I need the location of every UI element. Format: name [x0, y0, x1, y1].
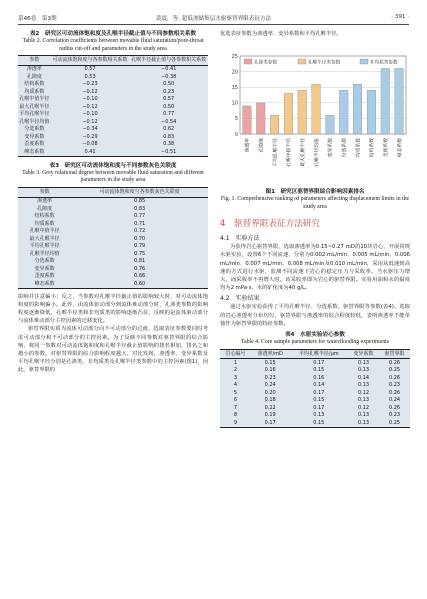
page-number: · 391 · — [391, 14, 409, 20]
table-cell: 0.72 — [71, 228, 208, 236]
table-cell: 8 — [220, 412, 251, 420]
table-cell: 7 — [220, 404, 251, 412]
page-header — [18, 12, 409, 25]
table-cell: 0.77 — [71, 213, 208, 221]
body-paragraph: 通过水驱实验获得了平均孔喉半径、分选系数、驱替界限等参数(表4)。选取的岩心渗透率分布均匀，驱替界限与渗透率的拟合程度较低，表明渗透率不能单独作为驱替界限的特征参数。 — [220, 304, 410, 327]
table-cell: 0.50 — [129, 81, 208, 89]
table-cell: 0.13 — [348, 382, 379, 390]
table-cell: 0.57 — [129, 96, 208, 104]
table4-caption-en: Table 4. Core sample parameters for waterflooding experiments — [240, 339, 389, 346]
column-header: 变异系数 — [348, 349, 379, 359]
figure1-caption-en: Fig. 1. Comprehensive ranking of parameters affecting displacement limits in the study area — [220, 196, 410, 210]
table-cell: 平均孔喉半径 — [18, 243, 71, 251]
table4-caption-cn: 表4 水驱实验岩心参数 — [285, 332, 345, 339]
table-cell: 0.18 — [251, 397, 290, 405]
table-cell: −0.41 — [129, 65, 208, 73]
table-cell: 0.17 — [251, 419, 290, 427]
table-cell: 孔喉半径均值 — [18, 250, 71, 258]
table-row — [220, 412, 410, 420]
table-cell: −0.08 — [51, 141, 130, 149]
table-row — [18, 65, 208, 73]
table-row — [18, 197, 208, 205]
table-cell: 孔隙度 — [18, 73, 51, 81]
bar — [284, 94, 293, 135]
table-cell: 0.23 — [379, 412, 410, 420]
table-cell: 0.15 — [289, 367, 348, 375]
bar — [256, 103, 265, 134]
table-cell: 分选系数 — [18, 258, 71, 266]
bar — [298, 91, 307, 135]
table-row — [220, 359, 410, 367]
table-row — [18, 148, 208, 156]
left-column — [18, 30, 208, 375]
table-cell: 0.79 — [71, 243, 208, 251]
table-row — [18, 96, 208, 104]
subsection-heading: 4.1 实验方法 — [220, 235, 260, 243]
table-cell: 最大孔喉半径 — [19, 103, 50, 110]
x-tick-label: 渗透率 — [245, 138, 251, 153]
x-tick-label: 孔喉半径均值 — [314, 138, 320, 167]
column-header: 参数 — [18, 56, 51, 66]
table3 — [18, 187, 208, 289]
table-cell: 0.15 — [289, 419, 348, 427]
table-cell: 0.38 — [129, 141, 208, 149]
table-cell: −0.51 — [129, 148, 208, 156]
table-cell: 0.14 — [348, 374, 379, 382]
bar — [312, 84, 321, 134]
bar-chart — [220, 38, 410, 188]
table-row — [220, 389, 410, 397]
table-cell: 3 — [220, 374, 251, 382]
table-cell: 0.19 — [251, 412, 290, 420]
table-row — [220, 397, 410, 405]
table-cell: 0.13 — [348, 419, 379, 427]
body-paragraph: 优选表征参数为渗透率、变异系数和平均孔喉半径。 — [220, 31, 342, 37]
table2-caption-en: Table 2. Correlation coefficients between movable fluid saturation/pore-throat radius cut-off and parameters in the study area — [22, 38, 204, 52]
legend-label: 孔喉半径类参数 — [308, 60, 341, 66]
table-cell: 0.53 — [51, 73, 130, 81]
table-row — [220, 404, 410, 412]
x-tick-label: 孔隙度 — [259, 138, 265, 153]
table-row — [18, 220, 208, 228]
y-tick-label: 25 — [231, 54, 238, 61]
table-cell: 0.17 — [289, 359, 348, 367]
table-cell: 0.26 — [379, 404, 410, 412]
table-cell: 歪度系数 — [18, 273, 71, 281]
legend-swatch — [298, 59, 306, 64]
table-cell: 渗透率 — [18, 65, 51, 73]
table-cell: −0.38 — [129, 73, 208, 81]
table-row — [220, 374, 410, 382]
table-cell: −0.10 — [51, 96, 130, 104]
legend-label: 非均质类参数 — [370, 60, 398, 66]
table-cell: 5 — [220, 389, 251, 397]
column-header: 驱替界限 — [379, 349, 410, 359]
table-cell: 6 — [220, 397, 251, 405]
table-row — [18, 118, 208, 126]
x-tick-label: 平均孔喉半径 — [273, 138, 279, 167]
table-cell: 0.13 — [348, 397, 379, 405]
table-cell: −0.12 — [51, 118, 130, 126]
table-row — [18, 205, 208, 213]
table-cell: 0.26 — [379, 359, 410, 367]
table-cell: 0.70 — [71, 235, 208, 243]
column-header: 平均孔喉半径/μm — [289, 349, 348, 359]
table-cell: −0.12 — [51, 88, 130, 96]
table-cell: 分选系数 — [18, 126, 51, 134]
table-cell: 0.17 — [289, 389, 348, 397]
table-cell: 均质系数 — [18, 220, 71, 228]
table-cell: 0.24 — [251, 382, 290, 390]
table-cell: 0.76 — [71, 265, 208, 273]
table-cell: 1 — [220, 359, 251, 367]
table-row — [18, 133, 208, 141]
table-cell: 均质系数 — [18, 88, 51, 96]
bar — [367, 91, 376, 135]
table-cell: 歪度系数 — [18, 141, 51, 149]
y-tick-label: 20 — [231, 69, 238, 76]
table-cell: −0.12 — [51, 103, 130, 111]
table-cell: 平均孔喉半径 — [19, 111, 50, 118]
table-row — [18, 258, 208, 266]
journal-volume: 第46卷 第3期 — [18, 16, 57, 22]
legend-swatch — [360, 59, 368, 64]
bar — [243, 106, 252, 134]
table-cell: 2 — [220, 367, 251, 375]
table-cell: 0.13 — [348, 359, 379, 367]
table4 — [220, 349, 410, 428]
table2-caption-cn: 表2 研究区可动流体饱和度及孔喉半径截止值与不同参数相关系数 — [29, 31, 197, 37]
table-cell: 孔喉中值半径 — [18, 228, 71, 236]
table-cell: −0.54 — [129, 118, 208, 126]
table-cell: 变异系数 — [18, 265, 71, 273]
bar — [381, 69, 390, 135]
table-cell: 0.20 — [251, 389, 290, 397]
y-tick-label: 10 — [231, 100, 238, 107]
x-tick-label: 结构系数 — [370, 138, 376, 158]
column-header: 孔喉半径截止值与各参数相关系数 — [131, 57, 207, 64]
table-cell: 0.25 — [379, 419, 410, 427]
table-row — [18, 228, 208, 236]
column-header: 可动流体饱和度与各参数灰色关联度 — [71, 187, 208, 197]
table-cell: 0.71 — [71, 220, 208, 228]
table-row — [18, 126, 208, 134]
table-cell: 0.16 — [289, 374, 348, 382]
running-title: 裴震，等: 超低渗储集层水驱驱替界限表征方法 — [155, 16, 272, 22]
table-cell: 0.25 — [379, 367, 410, 375]
table-cell: 0.62 — [129, 126, 208, 134]
table-cell: 孔喉半径均值 — [19, 118, 50, 125]
table-cell: 0.26 — [379, 374, 410, 382]
table2 — [18, 55, 208, 157]
table-cell: 9 — [220, 419, 251, 427]
table-row — [220, 367, 410, 375]
legend-label: 孔渗类参数 — [254, 60, 277, 66]
table-cell: 渗透率 — [18, 197, 71, 205]
legend-swatch — [244, 59, 252, 64]
table-row — [220, 419, 410, 427]
table-cell: 0.85 — [71, 197, 208, 205]
table-cell: 0.75 — [71, 250, 208, 258]
table-cell: 0.23 — [251, 374, 290, 382]
table-cell: −0.34 — [51, 126, 130, 134]
table-row — [18, 103, 208, 111]
x-tick-label: 峰态系数 — [397, 138, 403, 158]
table-cell: 孔隙度 — [18, 205, 71, 213]
table-row — [18, 213, 208, 221]
section-heading: 4 驱替界限表征方法研究 — [220, 219, 320, 230]
column-header: 参数 — [18, 187, 71, 197]
table-cell: 最大孔喉半径 — [18, 235, 71, 243]
table-cell: 0.66 — [71, 273, 208, 281]
bar — [326, 115, 335, 134]
table-cell: 0.60 — [71, 280, 208, 288]
table-row — [18, 243, 208, 251]
table-cell: 变异系数 — [18, 133, 51, 141]
table-row — [18, 265, 208, 273]
table-cell: 结构系数 — [18, 213, 71, 221]
table-cell: 0.83 — [71, 205, 208, 213]
table-cell: −0.29 — [51, 133, 130, 141]
bar — [339, 91, 348, 135]
x-tick-label: 最大孔喉半径 — [300, 138, 306, 167]
table-cell: 0.14 — [289, 382, 348, 390]
bar — [270, 115, 279, 134]
table-row — [18, 73, 208, 81]
y-tick-label: 15 — [231, 85, 238, 92]
table-row — [18, 273, 208, 281]
x-tick-label: 歪度系数 — [383, 138, 389, 158]
table-cell: 0.15 — [251, 359, 290, 367]
table-cell: 结构系数 — [18, 81, 51, 89]
table-cell: 0.41 — [51, 148, 130, 156]
table-cell: −0.10 — [51, 111, 130, 119]
table-cell: 0.57 — [51, 65, 130, 73]
table-cell: 0.12 — [348, 389, 379, 397]
table-cell: 0.24 — [379, 397, 410, 405]
right-column — [220, 30, 410, 428]
body-paragraph: 影响并注意偏小；反之，当参数对孔喉半径截止值的影响较大时，对可动流体饱和度的影响偏小。此外，由流体驱动部分到流体难动部分时，孔渗类参数的影响程度逐渐降低，孔喉半径类和非均质类的影响逐渐凸显，反映的是流体驱动部分与流体难动部分主控因素的迁移变化。 — [18, 293, 208, 325]
table-cell: 0.77 — [129, 111, 208, 119]
table-cell: 0.16 — [251, 367, 290, 375]
table-cell: 0.50 — [129, 103, 208, 111]
table-cell: 峰态系数 — [18, 148, 51, 156]
subsection-heading: 4.2 实验结果 — [220, 295, 260, 303]
body-paragraph: 为获得岩心驱替界限，选取渗透率为0.15~0.27 mD的10块岩心，开展常规水驱实验，设置6个不同流速，分别为0.002 mL/min、0.005 mL/min、0.006 mL/min、0.007 mL/min、0.008 mL/min及0.010 mL/min，采用从低速到高速的方式进行水驱，监测不同流速下岩心的稳定压力与采收率。当水驱压力增大，而采收率不再增大时，该采收率即为岩心的驱替界限。实验用油和水的黏度均为2 mPa·s，水的矿化度为40 g/L。 — [220, 244, 410, 292]
x-tick-label: 变异系数 — [328, 138, 334, 158]
table-row — [18, 111, 208, 119]
table-cell: 0.22 — [251, 404, 290, 412]
bar — [395, 69, 404, 135]
table-row — [18, 280, 208, 288]
table-cell: 0.15 — [289, 397, 348, 405]
y-tick-label: 5 — [234, 116, 238, 123]
table-cell: 0.13 — [348, 412, 379, 420]
table-row — [18, 81, 208, 89]
table-cell: 0.81 — [71, 258, 208, 266]
table-cell: −0.23 — [51, 81, 130, 89]
table3-caption-cn: 表3 研究区可动流体饱和度与不同参数灰色关联度 — [49, 162, 177, 169]
column-header: 岩心编号 — [220, 349, 251, 359]
table-row — [18, 141, 208, 149]
table-row — [18, 250, 208, 258]
table-cell: 0.17 — [289, 404, 348, 412]
table-cell: 孔喉中值半径 — [19, 96, 50, 103]
body-paragraph: 驱替界限实质为流体可动部分向不可动部分的过渡，选取表征参数要同时考虑可动部分和不可动部分的主控因素。为了反映不同参数对驱替界限的综合影响，将同一参数对可动流体饱和度和孔喉半径截止值影响的排名相加，排名之和越小的参数，对驱替界限的综合影响程度越大。对比发现，渗透率、变异系数及平均孔喉半径分别是孔渗类、非均质类及孔喉半径类参数中的主控因素(图1)，因此，驱替界限的 — [18, 326, 208, 374]
table-cell: 0.83 — [129, 133, 208, 141]
table-cell: 0.12 — [348, 404, 379, 412]
y-tick-label: 0 — [234, 132, 238, 139]
table-cell: 0.13 — [348, 367, 379, 375]
table-row — [18, 235, 208, 243]
table-cell: 0.26 — [379, 389, 410, 397]
table-row — [18, 88, 208, 96]
table-cell: 4 — [220, 382, 251, 390]
x-tick-label: 分选系数 — [342, 138, 348, 158]
figure1-chart — [220, 38, 410, 188]
column-header: 可动流体饱和度与各参数相关系数 — [52, 57, 128, 64]
table3-caption-en: Table 3. Grey relational degree between movable fluid saturation and different parameters in the study area — [22, 169, 204, 184]
x-tick-label: 均质系数 — [356, 138, 362, 158]
table-cell: 0.13 — [289, 412, 348, 420]
table-cell: 峰态系数 — [18, 280, 71, 288]
figure1-caption-cn: 图1 研究区驱替界限综合影响因素排名 — [265, 189, 365, 196]
table-cell: 0.23 — [129, 88, 208, 96]
column-header: 渗透率/mD — [251, 349, 290, 359]
x-tick-label: 孔喉中值半径 — [287, 138, 293, 167]
table-row — [220, 382, 410, 390]
bar — [353, 84, 362, 134]
table-cell: 0.23 — [379, 382, 410, 390]
